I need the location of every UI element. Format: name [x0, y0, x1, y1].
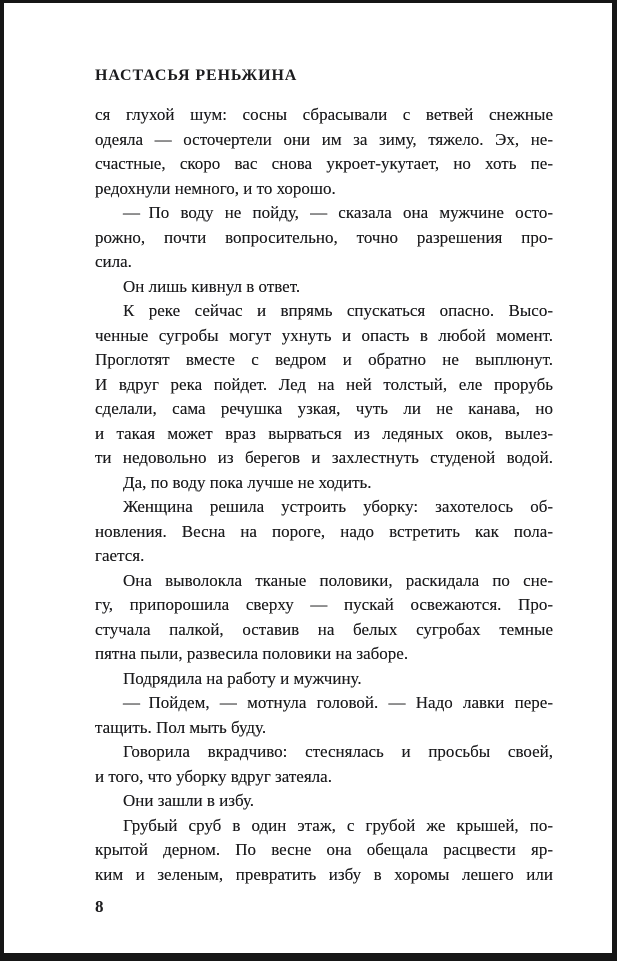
text-line: — Пойдем, — мотнула головой. — Надо лавки пере-	[123, 693, 553, 712]
text-line: рожно, почти вопросительно, точно разрешения про-	[95, 227, 553, 247]
text-line: сделали, сама речушка узкая, чуть ли не канава, но	[95, 399, 553, 418]
text-line: Они зашли в избу.	[123, 791, 255, 810]
text-line: Женщина решила устроить уборку: захотелось об-	[123, 497, 553, 516]
text-line: Подрядила на работу и мужчину.	[123, 668, 362, 688]
text-line: сила.	[95, 252, 132, 271]
text-line: ся глухой шум: сосны сбрасывали с ветвей снежные	[95, 105, 553, 124]
text-line: гу, припорошила сверху — пускай освежаются. Про-	[95, 595, 553, 614]
text-line: Да, по воду пока лучше не ходить.	[123, 472, 372, 492]
text-line: тащить. Пол мыть буду.	[95, 717, 267, 737]
text-line: крытой дерном. По весне она обещала расцвести яр-	[95, 840, 553, 859]
text-line: редохнули немного, и то хорошо.	[95, 178, 336, 198]
text-line: стучала палкой, оставив на белых сугробах темные	[95, 619, 553, 639]
text-block	[95, 103, 553, 887]
text-line: Говорила вкрадчиво: стеснялась и просьбы своей,	[123, 742, 553, 761]
page-number: 8	[95, 897, 104, 916]
text-line: гается.	[95, 546, 145, 565]
text-line: ти недовольно из берегов и захлестнуть студеной водой.	[95, 448, 553, 467]
text-line: и такая может враз вырваться из ледяных оков, вылез-	[95, 423, 553, 443]
text-line: Грубый сруб в один этаж, с грубой же крышей, по-	[123, 815, 553, 835]
text-line: Она выволокла тканые половики, раскидала по сне-	[123, 570, 553, 590]
book-page	[4, 3, 612, 953]
text-line: — По воду не пойду, — сказала она мужчине осто-	[123, 203, 553, 222]
text-line: и того, что уборку вдруг затеяла.	[95, 766, 332, 786]
text-line: Проглотят вместе с ведром и обратно не выплюнут.	[95, 350, 553, 369]
text-line: К реке сейчас и впрямь спускаться опасно. Высо-	[123, 301, 553, 320]
running-header: НАСТАСЬЯ РЕНЬЖИНА	[95, 67, 298, 84]
text-line: ким и зеленым, превратить избу в хоромы лешего или	[95, 864, 553, 884]
text-line: одеяла — осточертели они им за зиму, тяжело. Эх, не-	[95, 129, 553, 149]
text-line: И вдруг река пойдет. Лед на ней толстый, еле прорубь	[95, 374, 553, 394]
text-line: новления. Весна на пороге, надо встретить как пола-	[95, 521, 553, 541]
text-line: ченные сугробы могут ухнуть и опасть в любой момент.	[95, 325, 553, 345]
text-line: пятна пыли, развесила половики на заборе.	[95, 644, 409, 663]
text-line: Он лишь кивнул в ответ.	[123, 276, 301, 296]
text-line: счастные, скоро вас снова укроет-укутает, но хоть пе-	[95, 154, 553, 173]
